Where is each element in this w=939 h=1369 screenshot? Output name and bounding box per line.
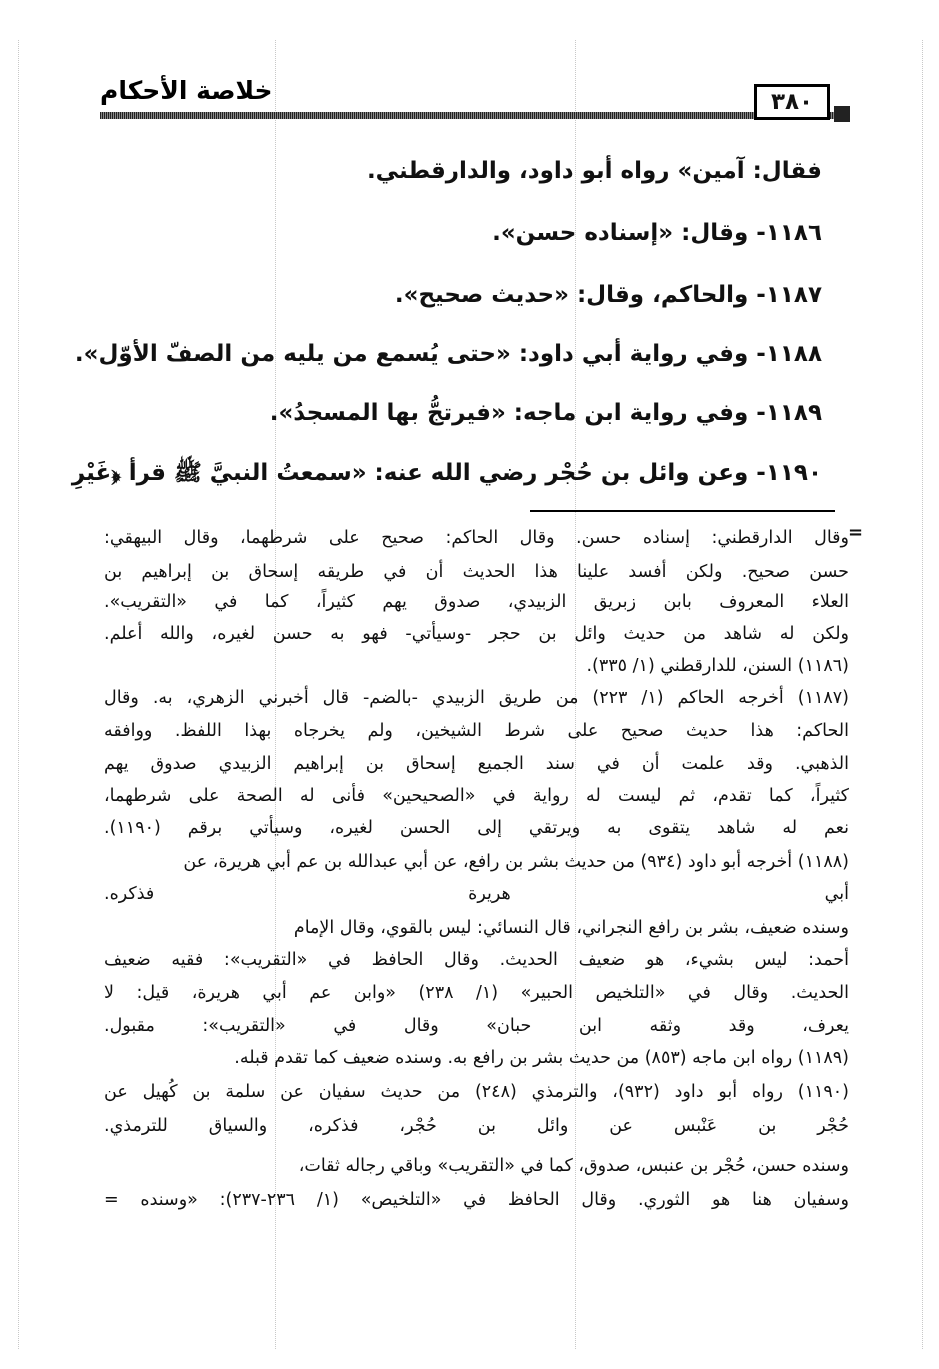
footnote-line: الحاكم: هذا حديث صحيح على شرط الشيخين، ولم يخرجاه بهذا اللفظ. ووافقه (104, 721, 849, 741)
main-line: ١١٨٨- وفي رواية أبي داود: «حتى يُسمع من يليه من الصفّ الأوّل». (74, 341, 822, 367)
scan-dots-right (922, 40, 923, 1349)
footnote-divider (530, 510, 835, 512)
footnote-line: حسن صحيح. ولكن أفسد علينا هذا الحديث أن في طريقه إسحاق بن إبراهيم بن (104, 562, 849, 582)
footnote-line: وسنده حسن، حُجْر بن عنبس، صدوق، كما في «التقريب» وباقي رجاله ثقات، (298, 1156, 849, 1176)
scan-dots-left (18, 40, 19, 1349)
footnote-line: (١١٨٧) أخرجه الحاكم (١/ ٢٢٣) من طريق الزبيدي -بالضم- قال أخبرني الزهري، به. وقال (104, 688, 849, 708)
footnote-line: أبي هريرة فذكره. (104, 884, 849, 904)
main-line: فقال: آمين» رواه أبو داود، والدارقطني. (366, 158, 822, 184)
footnote-line: يعرف، وقد وثقه ابن حبان» وقال في «التقريب»: مقبول. (104, 1016, 849, 1036)
main-line: ١١٨٧- والحاكم، وقال: «حديث صحيح». (394, 282, 822, 308)
footnote-line: (١١٨٨) أخرجه أبو داود (٩٣٤) من حديث بشر بن رافع، عن أبي عبدالله بن عم أبي هريرة، عن (183, 852, 849, 872)
footnote-line: نعم له شاهد يتقوى به ويرتقي إلى الحسن لغيره، وسيأتي برقم (١١٩٠). (104, 818, 849, 838)
footnote-line: وسنده ضعيف، بشر بن رافع النجراني، قال النسائي: ليس بالقوي، وقال الإمام (293, 918, 849, 938)
book-title: خلاصة الأحكام (100, 76, 273, 105)
footnote-line: الحديث. وقال في «التلخيص الحبير» (١/ ٢٣٨) «وابن عم أبي هريرة، قيل: لا (104, 983, 849, 1003)
footnote-line: وسفيان هنا هو الثوري. وقال الحافظ في «التلخيص» (١/ ٢٣٦-٢٣٧): «وسنده = (104, 1190, 849, 1210)
footnote-line: كثيراً، كما تقدم، ثم ليست له رواية في «الصحيحين» فأنى له الصحة على شرطهما، (104, 786, 849, 806)
continuation-mark: = (848, 522, 864, 543)
footnote-line: العلاء المعروف بابن زبريق الزبيدي، صدوق يهم كثيراً، كما في «التقريب». (104, 592, 849, 612)
main-line: ١١٨٦- وقال: «إسناده حسن». (492, 220, 822, 246)
footnote-line: (١١٨٩) رواه ابن ماجه (٨٥٣) من حديث بشر بن رافع به. وسنده ضعيف كما تقدم قبله. (234, 1048, 849, 1068)
footnote-line: حُجْر بن عَنْبس عن وائل بن حُجْر، فذكره، والسياق للترمذي. (104, 1116, 849, 1136)
footnote-line: ولكن له شاهد من حديث وائل بن حجر -وسيأتي- فهو به حسن لغيره، والله أعلم. (104, 624, 849, 644)
page-header (100, 70, 850, 128)
header-rule-end (834, 106, 850, 122)
footnote-line: (١١٩٠) رواه أبو داود (٩٣٢)، والترمذي (٢٤٨) من حديث سفيان عن سلمة بن كُهيل عن (104, 1082, 849, 1102)
page-number: ٣٨٠ (754, 84, 830, 120)
main-line: ١١٨٩- وفي رواية ابن ماجه: «فيرتجُّ بها المسجدُ». (269, 400, 822, 426)
main-line: ١١٩٠- وعن وائل بن حُجْر رضي الله عنه: «سمعتُ النبيَّ ﷺ قرأ ﴿غَيْرِ (71, 460, 822, 486)
header-rule (100, 112, 850, 119)
footnote-line: وقال الدارقطني: إسناده حسن. وقال الحاكم: صحيح على شرطهما، وقال البيهقي: (104, 528, 849, 548)
footnote-line: الذهبي. وقد علمت أن في سند الجميع إسحاق بن إبراهيم الزبيدي صدوق يهم (104, 754, 849, 774)
footnote-line: (١١٨٦) السنن، للدارقطني (١/ ٣٣٥). (586, 656, 849, 676)
footnote-line: أحمد: ليس بشيء، هو ضعيف الحديث. وقال الحافظ في «التقريب»: فقيه ضعيف (104, 950, 849, 970)
